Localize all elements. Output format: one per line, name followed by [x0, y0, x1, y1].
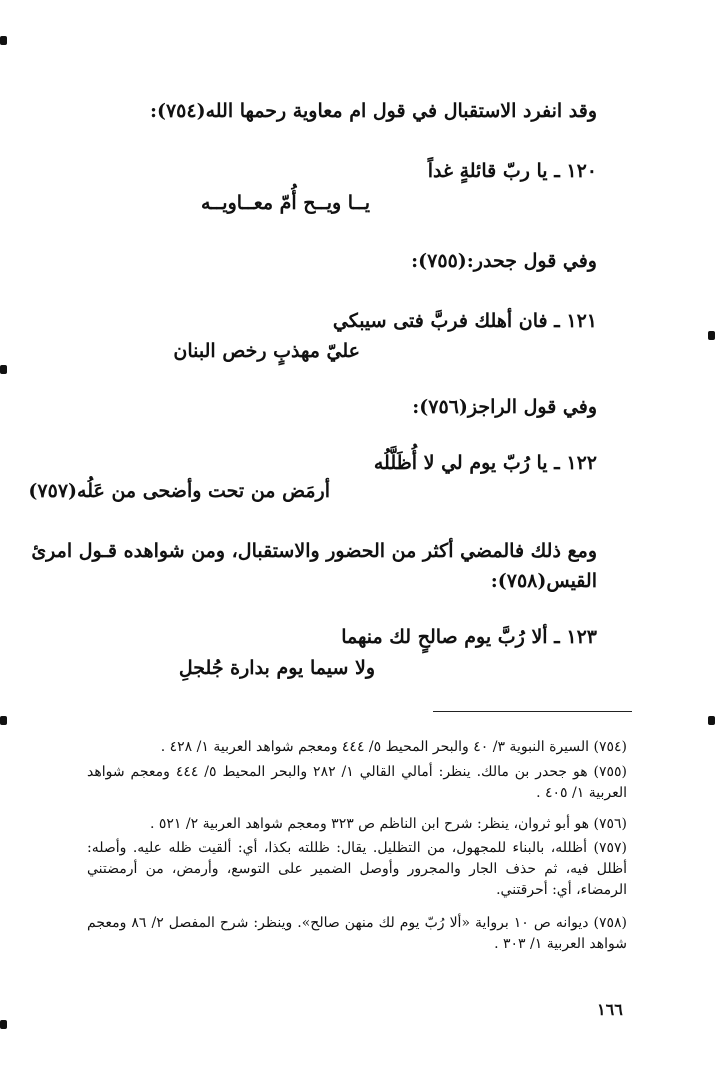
- intro-rajiz: وفي قول الراجز(٧٥٦):: [412, 396, 597, 418]
- scan-edge-mark: [0, 365, 7, 374]
- verse-123-first-hemistich: ١٢٣ ـ ألا رُبَّ يوم صالحٍ لك منهما: [341, 626, 597, 648]
- paragraph-past-line-2: القيس(٧٥٨):: [490, 570, 597, 592]
- page-number: ١٦٦: [597, 1000, 623, 1019]
- paragraph-past-line-1: ومع ذلك فالمضي أكثر من الحضور والاستقبال، ومن شواهده قـول امرئ: [31, 540, 597, 562]
- intro-jahdar: وفي قول جحدر:(٧٥٥):: [411, 250, 597, 272]
- scan-edge-mark: [0, 716, 7, 725]
- scan-edge-mark: [0, 1020, 7, 1029]
- intro-line: وقد انفرد الاستقبال في قول ام معاوية رحمها الله(٧٥٤):: [149, 100, 597, 122]
- scan-edge-mark: [708, 716, 715, 725]
- verse-120-second-hemistich: يــا ويــح أُمّ معــاويــه: [200, 192, 370, 214]
- verse-123-second-hemistich: ولا سيما يوم بدارة جُلجلِ: [178, 657, 375, 679]
- scan-edge-mark: [708, 331, 715, 340]
- verse-121-second-hemistich: عليّ مهذبٍ رخص البنان: [173, 340, 360, 362]
- footnote-756: (٧٥٦) هو أبو ثروان، ينظر: شرح ابن الناظم ص ٣٢٣ ومعجم شواهد العربية ٢/ ٥٢١ .: [149, 816, 627, 832]
- footnote-758: (٧٥٨) ديوانه ص ١٠ برواية «ألا رُبّ يوم لك منهن صالح». وينظر: شرح المفصل ٢/ ٨٦ ومعجم شواهد العربية ١/ ٣٠٣ .: [87, 915, 627, 952]
- verse-121-first-hemistich: ١٢١ ـ فان أهلك فربَّ فتى سيبكي: [332, 310, 597, 332]
- scan-edge-mark: [0, 36, 7, 45]
- verse-122-second-hemistich: أرمَض من تحت وأضحى من عَلُه(٧٥٧): [28, 480, 330, 502]
- footnote-754: (٧٥٤) السيرة النبوية ٣/ ٤٠ والبحر المحيط ٥/ ٤٤٤ ومعجم شواهد العربية ١/ ٤٢٨ .: [160, 739, 627, 755]
- verse-122-first-hemistich: ١٢٢ ـ يا رُبّ يوم لي لا أُظَلَّلُه: [373, 452, 597, 474]
- footnote-757: (٧٥٧) أظلله، بالبناء للمجهول، من التظليل. يقال: ظللته بكذا، أي: ألقيت ظله عليه. وأصله: أظلل فيه، ثم حذف الجار والمجرور وأوصل الضمير على التوسع، وأرمض، من أرمضتني الرمضاء، أي: أحرقتني.: [87, 840, 627, 898]
- verse-120-first-hemistich: ١٢٠ ـ يا ربّ قائلةٍ غداً: [427, 160, 597, 182]
- footnote-755: (٧٥٥) هو جحدر بن مالك. ينظر: أمالي القالي ١/ ٢٨٢ والبحر المحيط ٥/ ٤٤٤ ومعجم شواهد العربية ١/ ٤٠٥ .: [87, 764, 628, 801]
- footnote-divider: [433, 711, 632, 712]
